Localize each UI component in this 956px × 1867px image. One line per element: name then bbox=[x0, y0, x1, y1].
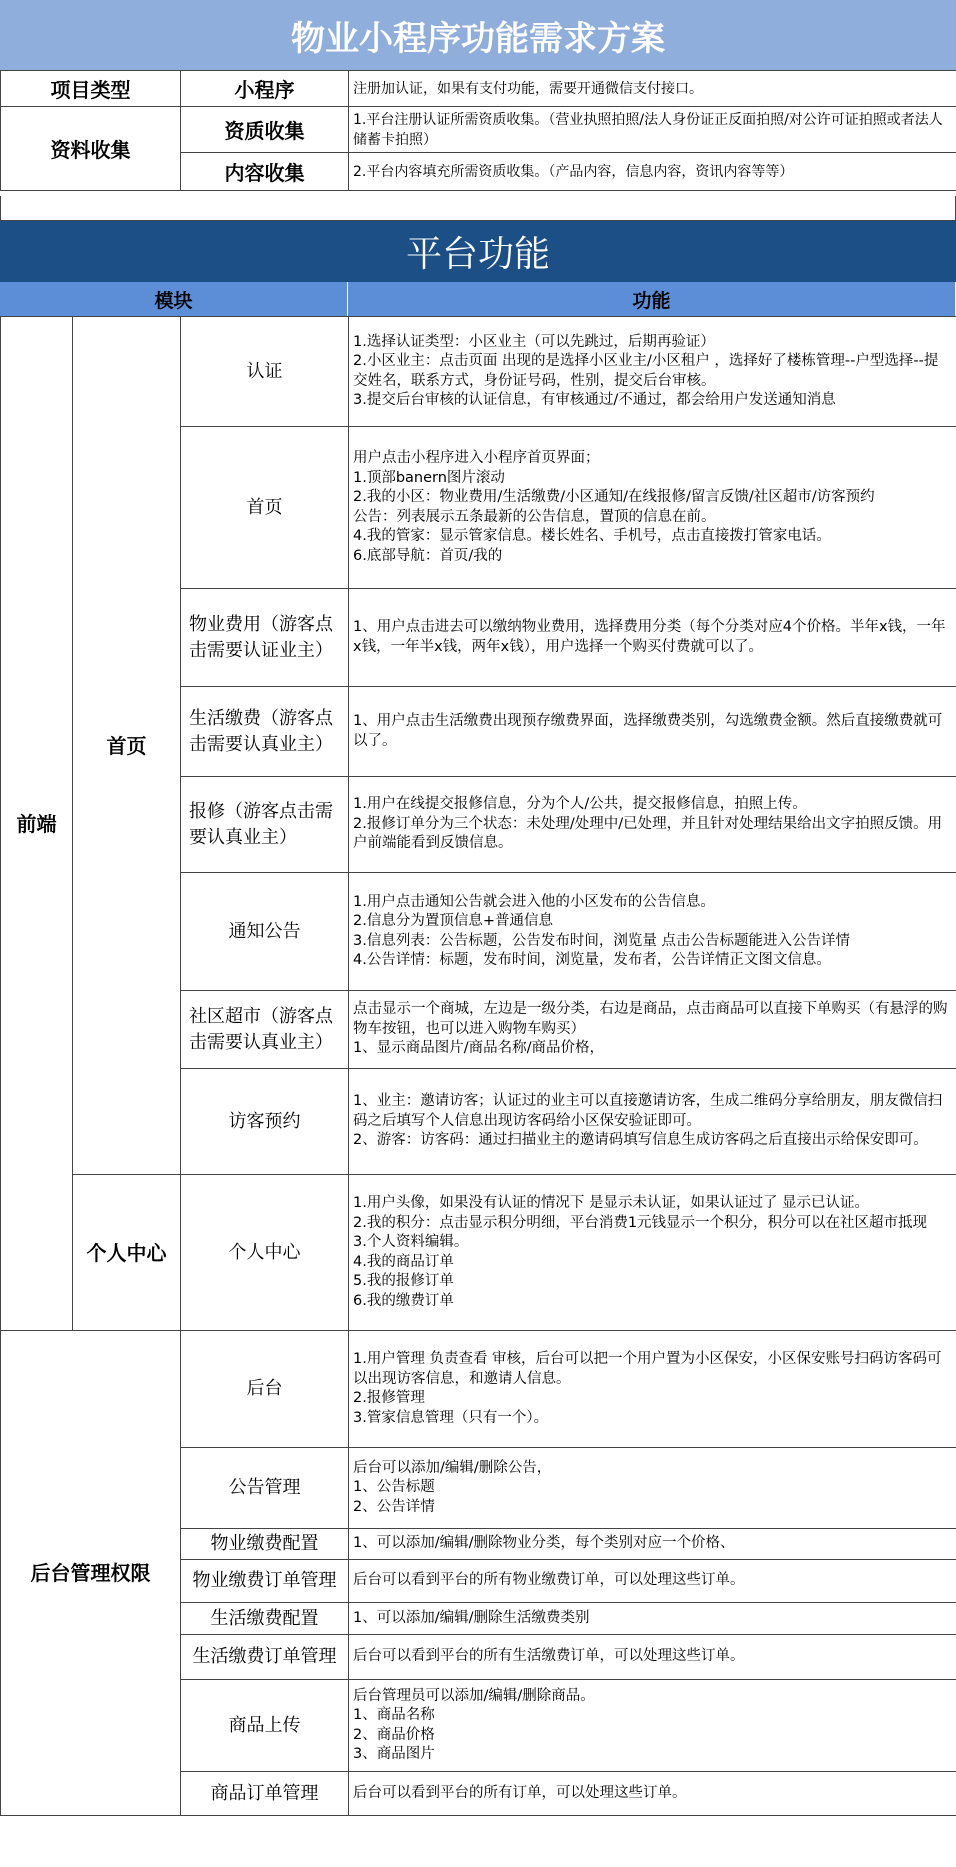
qual-note: 1.平台注册认证所需资质收集。（营业执照拍照/法人身份证正反面拍照/对公许可证拍照或者法人储蓄卡拍照） bbox=[349, 107, 956, 153]
spacer-row bbox=[0, 196, 956, 221]
table-row bbox=[1, 317, 956, 427]
module-cell: 生活缴费配置 bbox=[181, 1603, 349, 1635]
table-row bbox=[1, 1175, 956, 1331]
project-type-note: 注册加认证，如果有支付功能，需要开通微信支付接口。 bbox=[349, 71, 956, 107]
module-cell: 生活缴费订单管理 bbox=[181, 1635, 349, 1680]
function-cell: 后台可以添加/编辑/删除公告， 1、公告标题 2、公告详情 bbox=[349, 1448, 956, 1529]
project-info-table bbox=[0, 70, 956, 191]
project-type-value: 小程序 bbox=[181, 71, 349, 107]
module-cell: 访客预约 bbox=[181, 1069, 349, 1175]
function-cell: 1、可以添加/编辑/删除生活缴费类别 bbox=[349, 1603, 956, 1635]
column-header bbox=[0, 282, 956, 316]
module-cell: 个人中心 bbox=[181, 1175, 349, 1331]
backend-label: 后台管理权限 bbox=[1, 1331, 181, 1816]
frontend-label: 前端 bbox=[1, 317, 73, 1331]
module-header: 模块 bbox=[0, 282, 348, 316]
module-cell: 认证 bbox=[181, 317, 349, 427]
function-cell: 后台可以看到平台的所有订单，可以处理这些订单。 bbox=[349, 1772, 956, 1816]
module-cell: 首页 bbox=[181, 427, 349, 589]
content-label: 内容收集 bbox=[181, 153, 349, 191]
function-cell: 1、用户点击生活缴费出现预存缴费界面，选择缴费类别，勾选缴费金额。然后直接缴费就可以了。 bbox=[349, 687, 956, 777]
function-cell: 1、用户点击进去可以缴纳物业费用，选择费用分类（每个分类对应4个价格。半年x钱，一年x钱，一年半x钱，两年x钱），用户选择一个购买付费就可以了。 bbox=[349, 589, 956, 687]
function-cell: 1、可以添加/编辑/删除物业分类，每个类别对应一个价格、 bbox=[349, 1529, 956, 1560]
project-type-label: 项目类型 bbox=[1, 71, 181, 107]
platform-title: 平台功能 bbox=[0, 221, 956, 282]
module-cell: 社区超市（游客点击需要认真业主） bbox=[181, 991, 349, 1069]
personal-group-label: 个人中心 bbox=[73, 1175, 181, 1331]
qual-label: 资质收集 bbox=[181, 107, 349, 153]
module-cell: 商品订单管理 bbox=[181, 1772, 349, 1816]
function-cell: 用户点击小程序进入小程序首页界面； 1.顶部banern图片滚动 2.我的小区：物业费用/生活缴费/小区通知/在线报修/留言反馈/社区超市/访客预约 公告：列表展示五条最新的公告信息，置顶的信息在前。 4.我的管家：显示管家信息。楼长姓名、手机号，点击直接拨打管家电话。 6.底部导航：首页/我的 bbox=[349, 427, 956, 589]
module-cell: 生活缴费（游客点击需要认真业主） bbox=[181, 687, 349, 777]
function-cell: 点击显示一个商城，左边是一级分类，右边是商品，点击商品可以直接下单购买（有悬浮的购物车按钮，也可以进入购物车购买） 1、显示商品图片/商品名称/商品价格， bbox=[349, 991, 956, 1069]
content-note: 2.平台内容填充所需资质收集。（产品内容，信息内容，资讯内容等等） bbox=[349, 153, 956, 191]
platform-function-table bbox=[0, 316, 956, 1816]
home-group-label: 首页 bbox=[73, 317, 181, 1175]
module-cell: 商品上传 bbox=[181, 1680, 349, 1772]
module-cell: 报修（游客点击需要认真业主） bbox=[181, 777, 349, 873]
module-cell: 通知公告 bbox=[181, 873, 349, 991]
function-cell: 1.用户头像，如果没有认证的情况下 是显示未认证，如果认证过了 显示已认证。 2.我的积分：点击显示积分明细，平台消费1元钱显示一个积分，积分可以在社区超市抵现 3.个人资料编辑。 4.我的商品订单 5.我的报修订单 6.我的缴费订单 bbox=[349, 1175, 956, 1331]
module-cell: 公告管理 bbox=[181, 1448, 349, 1529]
function-cell: 后台管理员可以添加/编辑/删除商品。 1、商品名称 2、商品价格 3、商品图片 bbox=[349, 1680, 956, 1772]
function-cell: 1.用户管理 负责查看 审核，后台可以把一个用户置为小区保安，小区保安账号扫码访客码可以出现访客信息，和邀请人信息。 2.报修管理 3.管家信息管理（只有一个）。 bbox=[349, 1331, 956, 1448]
module-cell: 物业缴费配置 bbox=[181, 1529, 349, 1560]
function-cell: 1.用户在线提交报修信息，分为个人/公共，提交报修信息，拍照上传。 2.报修订单分为三个状态：未处理/处理中/已处理，并且针对处理结果给出文字拍照反馈。用户前端能看到反馈信息。 bbox=[349, 777, 956, 873]
module-cell: 后台 bbox=[181, 1331, 349, 1448]
function-header: 功能 bbox=[348, 282, 956, 316]
function-cell: 1、业主：邀请访客；认证过的业主可以直接邀请访客，生成二维码分享给朋友，朋友微信扫码之后填写个人信息出现访客码给小区保安验证即可。 2、游客：访客码：通过扫描业主的邀请码填写信息生成访客码之后直接出示给保安即可。 bbox=[349, 1069, 956, 1175]
table-row bbox=[1, 1331, 956, 1448]
page-title: 物业小程序功能需求方案 bbox=[0, 0, 956, 70]
function-cell: 后台可以看到平台的所有生活缴费订单，可以处理这些订单。 bbox=[349, 1635, 956, 1680]
module-cell: 物业缴费订单管理 bbox=[181, 1560, 349, 1603]
module-cell: 物业费用（游客点击需要认证业主） bbox=[181, 589, 349, 687]
materials-label: 资料收集 bbox=[1, 107, 181, 191]
function-cell: 1.选择认证类型：小区业主（可以先跳过，后期再验证） 2.小区业主：点击页面 出现的是选择小区业主/小区租户 ，选择好了楼栋管理--户型选择--提交姓名，联系方式，身份证号码，性别，提交后台审核。 3.提交后台审核的认证信息，有审核通过/不通过，都会给用户发送通知消息 bbox=[349, 317, 956, 427]
function-cell: 1.用户点击通知公告就会进入他的小区发布的公告信息。 2.信息分为置顶信息+普通信息 3.信息列表：公告标题，公告发布时间，浏览量 点击公告标题能进入公告详情 4.公告详情：标题，发布时间，浏览量，发布者，公告详情正文图文信息。 bbox=[349, 873, 956, 991]
function-cell: 后台可以看到平台的所有物业缴费订单，可以处理这些订单。 bbox=[349, 1560, 956, 1603]
